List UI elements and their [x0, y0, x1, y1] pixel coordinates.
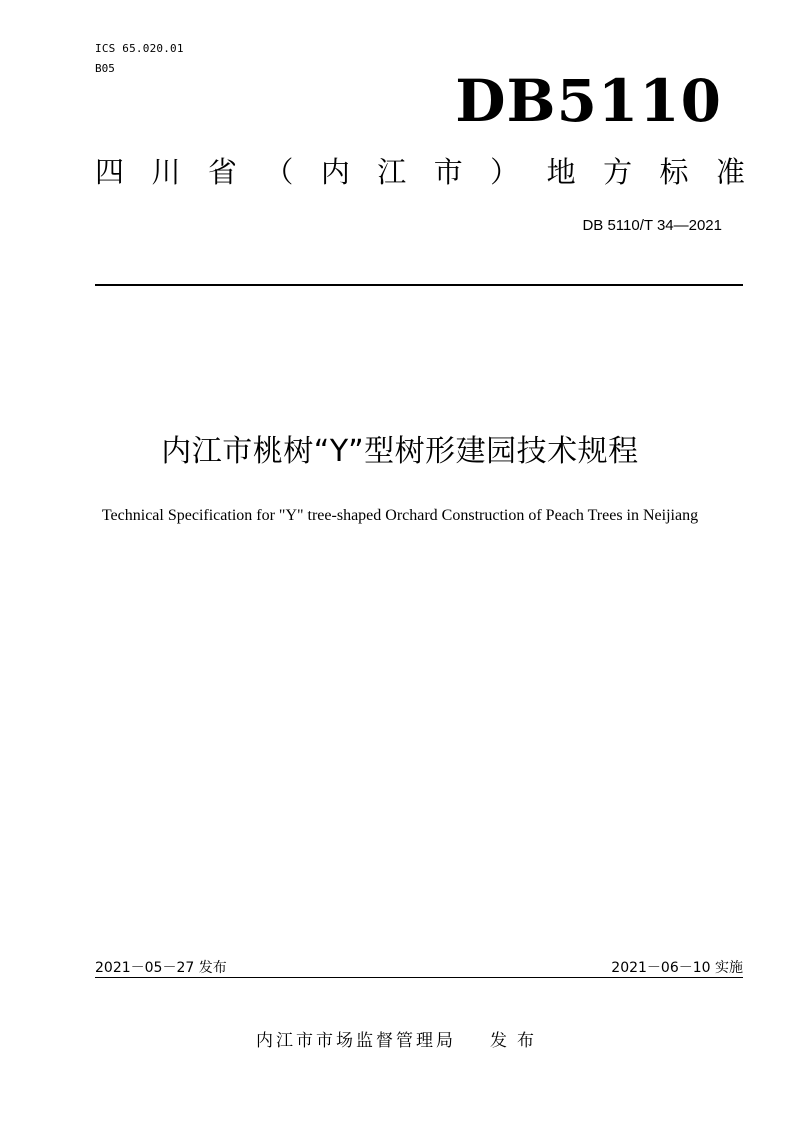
implement-date: 2021－06－10 实施: [611, 960, 743, 976]
standard-name: [95, 152, 745, 192]
standard-number: DB 5110/T 34—2021: [582, 217, 722, 234]
standard-name-char: 内: [320, 155, 350, 189]
standard-name-char: 方: [603, 155, 633, 189]
classification-code: B05: [95, 62, 115, 75]
ics-code: ICS 65.020.01: [95, 42, 184, 55]
standard-name-char: 标: [659, 155, 689, 189]
standard-name-char: 川: [151, 155, 181, 189]
standard-name-char: ）: [490, 155, 520, 189]
standard-name-char: 地: [546, 155, 576, 189]
issue-action: 发布: [490, 1031, 544, 1051]
footer-divider: [95, 977, 743, 978]
document-title-chinese: 内江市桃树“Y”型树形建园技术规程: [161, 434, 639, 469]
standard-name-char: 江: [377, 155, 407, 189]
issuer-line: [0, 1029, 800, 1053]
issuing-organization: 内江市市场监督管理局: [256, 1031, 456, 1051]
document-title-english: Technical Specification for "Y" tree-shaped Orchard Construction of Peach Trees in Neijiang: [101, 507, 699, 524]
db-code: DB5110: [455, 67, 722, 135]
standard-name-char: 省: [207, 155, 237, 189]
standard-name-char: 准: [715, 155, 745, 189]
publish-date: 2021－05－27 发布: [95, 960, 227, 976]
standard-name-char: 市: [433, 155, 463, 189]
standard-name-char: 四: [95, 155, 125, 189]
header-divider: [95, 284, 743, 286]
standard-name-char: （: [264, 155, 294, 189]
